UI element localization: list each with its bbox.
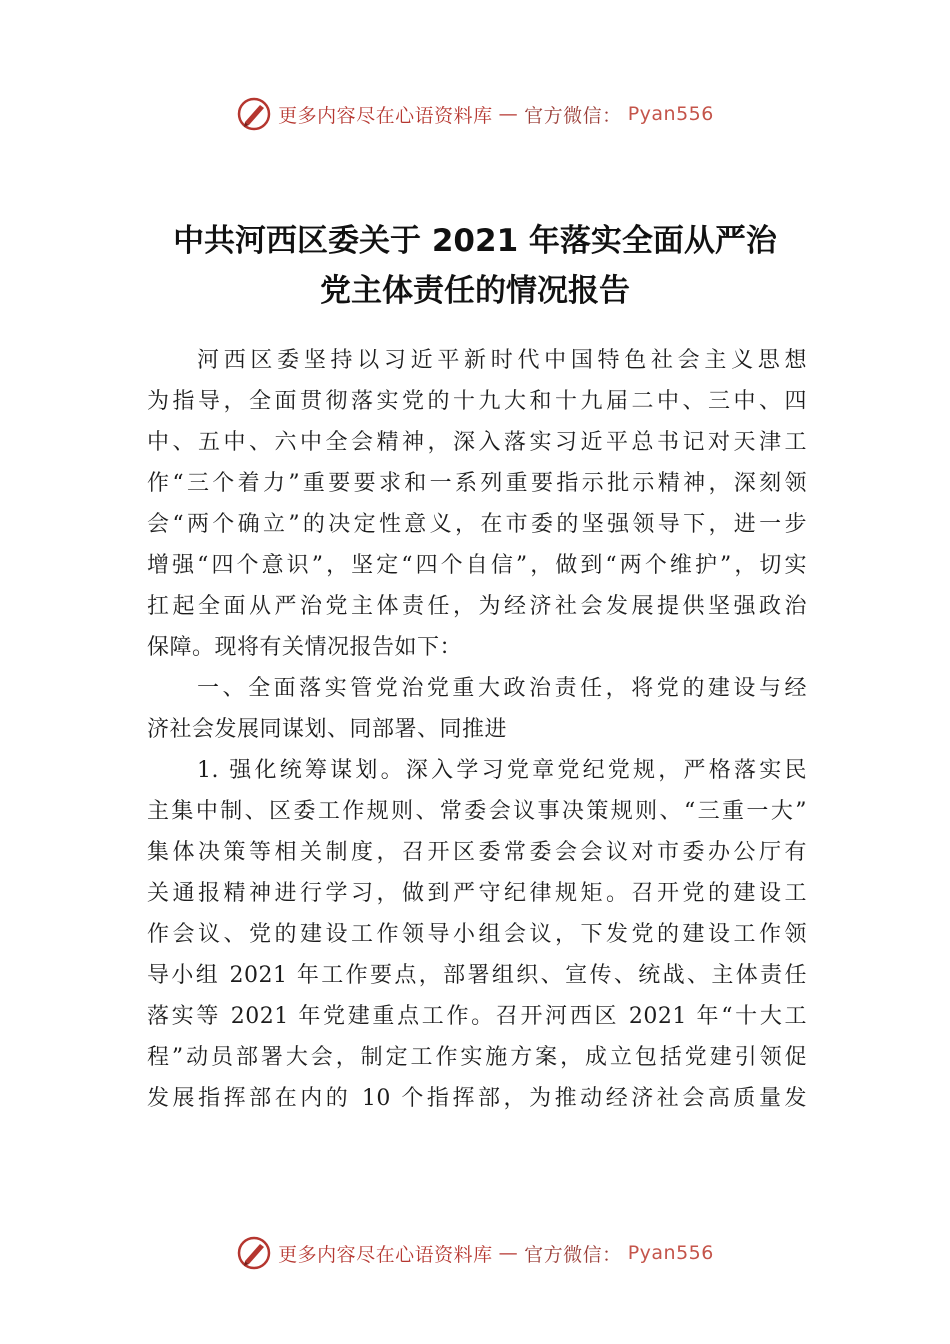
document-title (80, 216, 870, 316)
paragraph-3-line: 发展指挥部在内的 10 个指挥部，为推动经济社会高质量发 (147, 1086, 807, 1111)
paragraph-1-line: 保障。现将有关情况报告如下： (147, 635, 463, 660)
paragraph-1-line: 河西区委坚持以习近平新时代中国特色社会主义思想 (197, 348, 807, 373)
banner-text: 更多内容尽在心语资料库 (278, 1243, 493, 1266)
wechat-id: Pyan556 (627, 103, 714, 125)
paragraph-3-line: 落实等 2021 年党建重点工作。召开河西区 2021 年“十大工 (147, 1004, 807, 1029)
document-body (147, 340, 807, 1119)
paragraph-3-line: 作会议、党的建设工作领导小组会议，下发党的建设工作领 (147, 922, 807, 947)
paragraph-1-line: 中、五中、六中全会精神，深入落实习近平总书记对天津工 (147, 430, 807, 455)
section-heading-line: 济社会发展同谋划、同部署、同推进 (147, 717, 508, 742)
paragraph-3-line: 关通报精神进行学习，做到严守纪律规矩。召开党的建设工 (147, 881, 807, 906)
section-heading-line: 一、全面落实管党治党重大政治责任，将党的建设与经 (197, 676, 807, 701)
banner-text: 更多内容尽在心语资料库 (278, 104, 493, 127)
paragraph-3-line: 程”动员部署大会，制定工作实施方案，成立包括党建引领促 (147, 1045, 807, 1070)
paragraph-3-line: 导小组 2021 年工作要点，部署组织、宣传、统战、主体责任 (147, 963, 807, 988)
banner-dash: — (498, 1242, 519, 1264)
paragraph-1-line: 作“三个着力”重要要求和一系列重要指示批示精神，深刻领 (147, 471, 807, 496)
footer-banner (0, 1233, 950, 1273)
paragraph-3-line: 1. 强化统筹谋划。深入学习党章党纪党规，严格落实民 (197, 758, 807, 783)
paragraph-1-line: 增强“四个意识”，坚定“四个自信”，做到“两个维护”，切实 (147, 553, 807, 578)
paragraph-1-line: 扛起全面从严治党主体责任，为经济社会发展提供坚强政治 (147, 594, 807, 619)
pen-logo-icon (236, 96, 272, 132)
paragraph-1-line: 为指导，全面贯彻落实党的十九大和十九届二中、三中、四 (147, 389, 807, 414)
title-line-2: 党主体责任的情况报告 (320, 273, 630, 309)
header-banner (0, 94, 950, 134)
paragraph-1-line: 会“两个确立”的决定性意义，在市委的坚强领导下，进一步 (147, 512, 807, 537)
paragraph-3-line: 集体决策等相关制度，召开区委常委会会议对市委办公厅有 (147, 840, 807, 865)
wechat-id: Pyan556 (627, 1242, 714, 1264)
title-line-1: 中共河西区委关于 2021 年落实全面从严治 (173, 223, 777, 259)
pen-logo-icon (236, 1235, 272, 1271)
paragraph-3-line: 主集中制、区委工作规则、常委会议事决策规则、“三重一大” (147, 799, 807, 824)
banner-dash: — (498, 103, 519, 125)
wechat-label: 官方微信： (524, 104, 622, 127)
wechat-label: 官方微信： (524, 1243, 622, 1266)
